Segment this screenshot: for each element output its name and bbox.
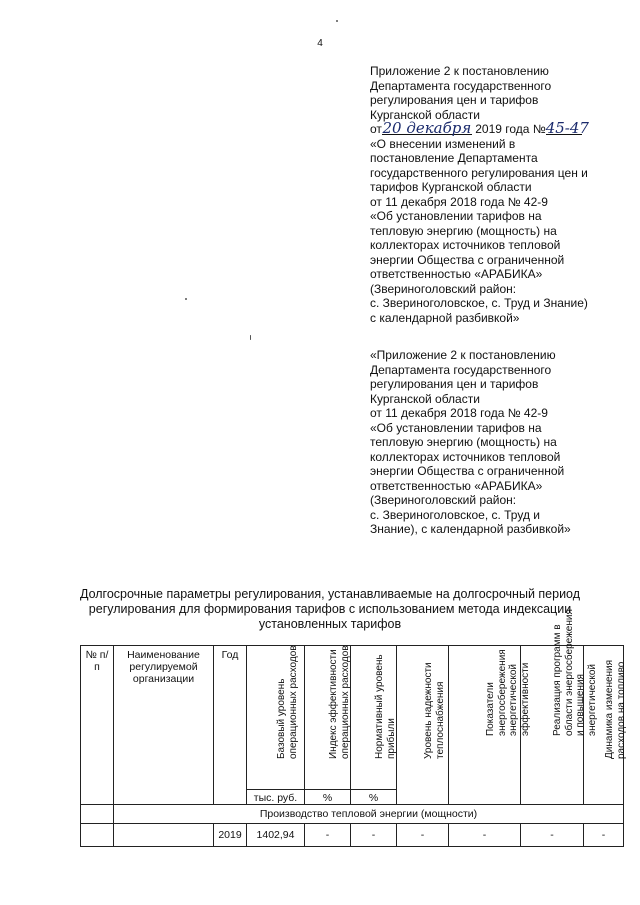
title-line: установленных тарифов: [258, 617, 402, 631]
appendix-line: «О внесении изменений в: [370, 136, 516, 151]
appendix-line: коллекторах источников тепловой: [370, 238, 561, 252]
section-label: Производство тепловой энергии (мощности): [114, 805, 624, 824]
unit-profit-level: %: [351, 789, 397, 805]
cell-profit-level: -: [351, 824, 397, 847]
table-row: [81, 824, 624, 847]
appendix-line: Департамента государственного: [370, 362, 552, 377]
appendix-line: Знание), с календарной разбивкой»: [370, 522, 571, 536]
unit-base-costs: тыс. руб.: [247, 789, 305, 805]
header-year: Год: [214, 646, 247, 805]
handwritten-date: 20 декабря: [382, 119, 472, 137]
title-line: Долгосрочные параметры регулирования, устанавливаемые на долгосрочный период: [79, 587, 581, 601]
scan-speck: [185, 298, 187, 300]
cell-base-costs: 1402,94: [247, 824, 305, 847]
appendix-line: энергии Общества с ограниченной: [370, 464, 565, 478]
header-fuel-dynamics: Динамика изменения расходов на топливо: [584, 646, 624, 805]
cell-fuel-dynamics: -: [584, 824, 624, 847]
header-organization: Наименование регулируемой организации: [114, 646, 214, 805]
appendix-line: Департамента государственного: [370, 78, 552, 93]
appendix-line: государственного регулирования цен и: [370, 165, 588, 180]
unit-efficiency-index: %: [305, 789, 351, 805]
appendix-line: регулирования цен и тарифов: [370, 93, 539, 107]
header-num: № п/п: [81, 646, 114, 805]
header-profit-level: Нормативный уровень прибыли: [351, 646, 397, 790]
handwritten-number: 45-47: [545, 119, 589, 137]
header-energy-efficiency: Показатели энергосбережения энергетической эффективности: [449, 646, 521, 805]
title-line: регулирования для формирования тарифов с использованием метода индексации: [88, 602, 572, 616]
header-base-costs: Базовый уровень операционных расходов: [247, 646, 305, 790]
appendix-line: Курганской области: [370, 391, 480, 406]
appendix-line: (Звериноголовский район:: [370, 493, 517, 507]
appendix-line: энергии Общества с ограниченной: [370, 252, 565, 267]
appendix-date-line: [370, 119, 589, 137]
appendix-line: ответственностью «АРАБИКА»: [370, 478, 543, 493]
header-efficiency-index: Индекс эффективности операционных расходов: [305, 646, 351, 790]
scan-speck: [250, 335, 251, 340]
cell-efficiency-index: -: [305, 824, 351, 847]
page-number: 4: [317, 38, 323, 49]
appendix-line: «Об установлении тарифов на: [370, 420, 542, 435]
appendix-header-amendment: [370, 64, 588, 325]
appendix-line: тарифов Курганской области: [370, 180, 532, 194]
appendix-line: от 11 декабря 2018 года № 42-9: [370, 194, 548, 209]
header-programs: Реализация программ в области энергосбережения и повышения энергетической: [521, 646, 584, 805]
cell-reliability: -: [397, 824, 449, 847]
appendix-line: с. Звериноголовское, с. Труд и Знание): [370, 296, 588, 310]
appendix-line: постановление Департамента: [370, 151, 538, 165]
appendix-line: «Об установлении тарифов на: [370, 209, 542, 223]
header-reliability: Уровень надежности теплоснабжения: [397, 646, 449, 805]
appendix-line: с календарной разбивкой»: [370, 310, 520, 325]
appendix-line: ответственностью «АРАБИКА»: [370, 267, 543, 281]
table-header-row: [81, 646, 624, 790]
appendix-line: (Звериноголовский район:: [370, 281, 517, 296]
cell-energy-efficiency: -: [449, 824, 521, 847]
table-section-row: [81, 805, 624, 824]
cell-programs: -: [521, 824, 584, 847]
cell-year: 2019: [214, 824, 247, 847]
scan-speck: [336, 20, 338, 22]
appendix-line: от 11 декабря 2018 года № 42-9: [370, 406, 548, 420]
date-prefix: от: [370, 122, 382, 136]
appendix-line: коллекторах источников тепловой: [370, 449, 561, 464]
appendix-line: с. Звериноголовское, с. Труд и: [370, 507, 540, 522]
appendix-line: тепловую энергию (мощность) на: [370, 435, 557, 449]
appendix-line: регулирования цен и тарифов: [370, 377, 539, 391]
appendix-header-original: [370, 348, 571, 537]
appendix-line: «Приложение 2 к постановлению: [370, 348, 556, 362]
appendix-line: Приложение 2 к постановлению: [370, 64, 549, 78]
date-suffix: 2019 года №: [475, 122, 546, 136]
appendix-line: тепловую энергию (мощность) на: [370, 223, 557, 238]
appendix-line: Курганской области: [370, 107, 480, 122]
